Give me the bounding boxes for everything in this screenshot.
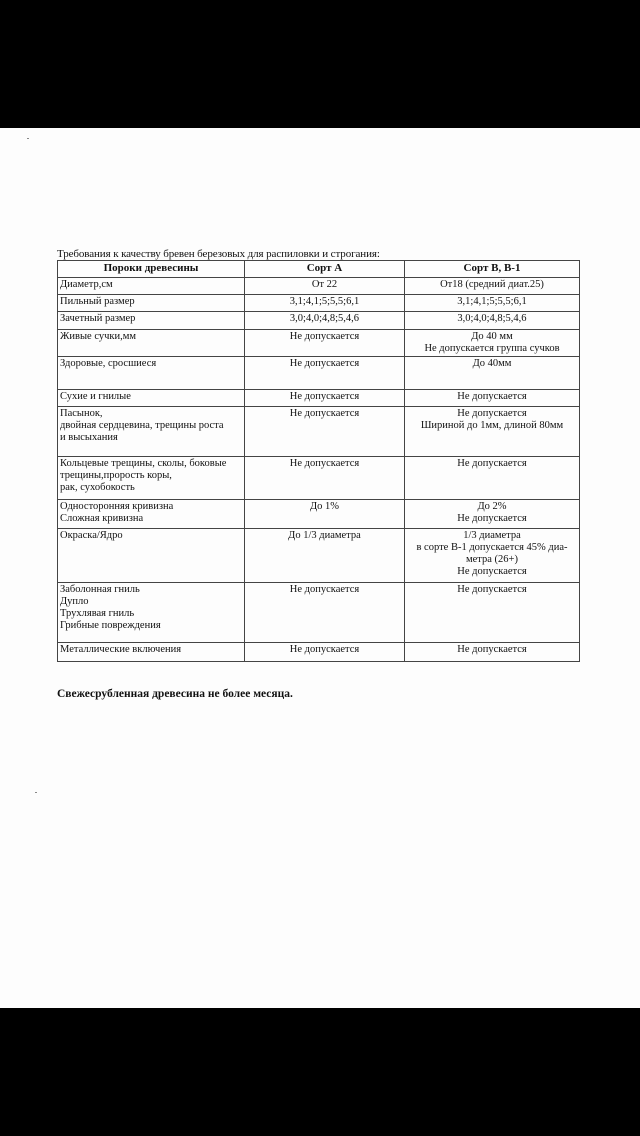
- grade-b-cell: [405, 500, 580, 529]
- cell-text-line: Диаметр,см: [60, 279, 113, 290]
- cell-text-line: Односторонняя кривизна: [60, 501, 174, 512]
- cell-text-line: 1/3 диаметра: [463, 530, 521, 541]
- cell-text-line: Металлические включения: [60, 644, 182, 655]
- grade-a-cell: [245, 583, 405, 643]
- grade-a-cell: [245, 390, 405, 407]
- cell-text-line: в сорте В-1 допускается 45% диа-: [416, 542, 568, 553]
- defect-cell: [58, 357, 245, 390]
- cell-text-line: Сухие и гнилые: [60, 391, 131, 402]
- cell-text-line: Не допускается: [457, 458, 527, 469]
- cell-text-line: До 40мм: [472, 358, 512, 369]
- cell-text-line: Шириной до 1мм, длиной 80мм: [420, 420, 564, 431]
- cell-text-line: Дупло: [60, 596, 89, 607]
- header-grade-b: Сорт В, В-1: [405, 261, 580, 278]
- table-row: [58, 500, 580, 529]
- table-row: [58, 407, 580, 457]
- cell-text-line: Не допускается: [289, 458, 360, 469]
- grade-a-cell: [245, 330, 405, 357]
- grade-b-cell: [405, 390, 580, 407]
- cell-text-line: До 2%: [477, 501, 507, 512]
- grade-b-cell: [405, 295, 580, 312]
- table-row: [58, 278, 580, 295]
- defect-cell: [58, 330, 245, 357]
- cell-text-line: Не допускается: [289, 391, 360, 402]
- defect-cell: [58, 643, 245, 662]
- cell-text-line: Не допускается: [457, 584, 527, 595]
- quality-requirements-table: [57, 260, 580, 662]
- cell-text-line: метра (26+): [466, 554, 518, 565]
- scan-speck: [35, 792, 37, 793]
- table-row: [58, 643, 580, 662]
- cell-text-line: Не допускается: [289, 408, 360, 419]
- cell-text-line: До 1%: [309, 501, 340, 512]
- cell-text-line: Зачетный размер: [60, 313, 136, 324]
- grade-b-cell: [405, 357, 580, 390]
- cell-text-line: 3,1;4,1;5;5,5;6,1: [289, 296, 360, 307]
- scanned-document-page: [0, 128, 640, 1008]
- cell-text-line: Не допускается: [457, 513, 527, 524]
- defect-cell: [58, 457, 245, 500]
- cell-text-line: двойная сердцевина, трещины роста: [60, 420, 224, 431]
- cell-text-line: Не допускается: [289, 358, 360, 369]
- grade-b-cell: [405, 643, 580, 662]
- table-row: [58, 357, 580, 390]
- cell-text-line: Окраска/Ядро: [60, 530, 123, 541]
- defect-cell: [58, 500, 245, 529]
- cell-text-line: Не допускается: [457, 566, 527, 577]
- cell-text-line: Не допускается: [457, 644, 527, 655]
- grade-a-cell: [245, 643, 405, 662]
- cell-text-line: рак, сухобокость: [60, 482, 135, 493]
- defect-cell: [58, 278, 245, 295]
- defect-cell: [58, 407, 245, 457]
- grade-b-cell: [405, 457, 580, 500]
- table-row: [58, 312, 580, 330]
- table-row: [58, 457, 580, 500]
- cell-text-line: 3,0;4,0;4,8;5,4,6: [289, 313, 360, 324]
- cell-text-line: До 1/3 диаметра: [288, 530, 361, 541]
- grade-b-cell: [405, 330, 580, 357]
- cell-text-line: Не допускается: [289, 644, 360, 655]
- table-header-row: [58, 261, 580, 278]
- cell-text-line: трещины,прорость коры,: [60, 470, 172, 481]
- grade-a-cell: [245, 407, 405, 457]
- grade-b-cell: [405, 529, 580, 583]
- cell-text-line: Кольцевые трещины, сколы, боковые: [60, 458, 227, 469]
- defect-cell: [58, 312, 245, 330]
- cell-text-line: Не допускается: [289, 584, 360, 595]
- cell-text-line: Пильный размер: [60, 296, 135, 307]
- cell-text-line: 3,1;4,1;5;5,5;6,1: [457, 296, 527, 307]
- grade-a-cell: [245, 457, 405, 500]
- defect-cell: [58, 583, 245, 643]
- cell-text-line: До 40 мм: [471, 331, 513, 342]
- freshness-note: Свежесрубленная древесина не более месяца.: [57, 688, 293, 700]
- grade-a-cell: [245, 357, 405, 390]
- grade-a-cell: [245, 312, 405, 330]
- defect-cell: [58, 295, 245, 312]
- cell-text-line: От 22: [311, 279, 338, 290]
- cell-text-line: От18 (средний диат.25): [440, 279, 544, 290]
- table-row: [58, 583, 580, 643]
- defect-cell: [58, 390, 245, 407]
- cell-text-line: и высыхания: [60, 432, 118, 443]
- scan-speck: [27, 138, 29, 139]
- grade-a-cell: [245, 295, 405, 312]
- table-row: [58, 330, 580, 357]
- grade-b-cell: [405, 583, 580, 643]
- cell-text-line: 3,0;4,0;4,8;5,4,6: [457, 313, 527, 324]
- cell-text-line: Не допускается группа сучков: [424, 343, 560, 354]
- grade-a-cell: [245, 529, 405, 583]
- grade-b-cell: [405, 312, 580, 330]
- defect-cell: [58, 529, 245, 583]
- header-grade-a: Сорт А: [245, 261, 405, 278]
- cell-text-line: Здоровые, сросшиеся: [60, 358, 157, 369]
- cell-text-line: Не допускается: [457, 391, 527, 402]
- table-row: [58, 529, 580, 583]
- cell-text-line: Сложная кривизна: [60, 513, 144, 524]
- grade-b-cell: [405, 407, 580, 457]
- cell-text-line: Заболонная гниль: [60, 584, 140, 595]
- table-row: [58, 295, 580, 312]
- cell-text-line: Не допускается: [289, 331, 360, 342]
- table-caption: Требования к качеству бревен березовых для распиловки и строгания:: [57, 248, 380, 260]
- grade-a-cell: [245, 278, 405, 295]
- grade-b-cell: [405, 278, 580, 295]
- grade-a-cell: [245, 500, 405, 529]
- table-row: [58, 390, 580, 407]
- cell-text-line: Трухлявая гниль: [60, 608, 135, 619]
- cell-text-line: Пасынок,: [60, 408, 103, 419]
- cell-text-line: Не допускается: [457, 408, 527, 419]
- cell-text-line: Грибные повреждения: [60, 620, 161, 631]
- header-defects: Пороки древесины: [58, 261, 245, 278]
- cell-text-line: Живые сучки,мм: [60, 331, 137, 342]
